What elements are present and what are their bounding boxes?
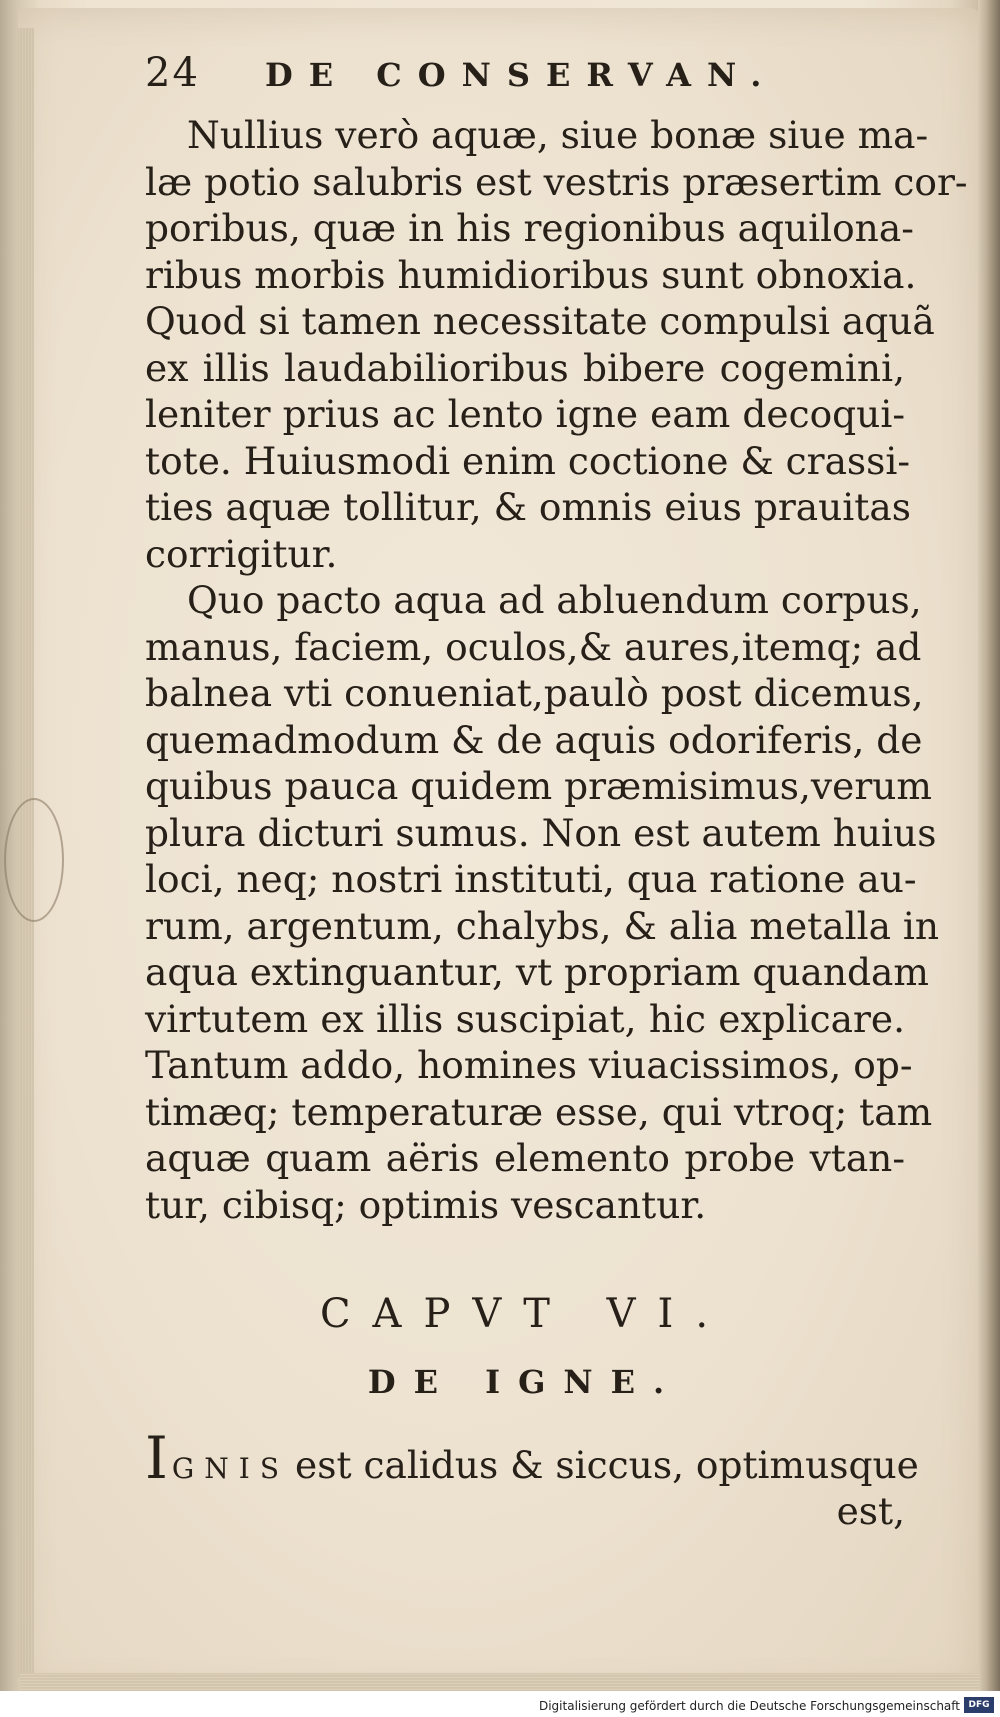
text-line: quemadmodum & de aquis odoriferis, de (145, 717, 923, 762)
text-line: rum, argentum, chalybs, & alia metalla in (145, 903, 940, 948)
text-line: ties aquæ tollitur, & omnis eius prauitas (145, 485, 911, 529)
text-line: corrigitur. (145, 531, 338, 576)
text-line: tote. Huiusmodi enim coctione & crassi- (145, 438, 911, 483)
text-line: aquæ quam aëris elemento probe vtan- (145, 1136, 905, 1180)
chapter-subheading: DE IGNE. (367, 1363, 683, 1401)
dfg-logo: DFG (964, 1697, 994, 1713)
text-line: est calidus & siccus, optimusque (295, 1443, 919, 1487)
chapter-heading: CAPVT VI. (319, 1291, 731, 1337)
text-line: ex illis laudabilioribus bibere cogemini, (145, 345, 905, 390)
clasp-shadow (4, 798, 64, 922)
text-line: Quod si tamen necessitate compulsi aquã (145, 299, 935, 343)
text-line: aqua extinguantur, vt propriam quandam (145, 950, 929, 994)
text-line: tur, cibisq; optimis vescantur. (145, 1182, 707, 1227)
text-line: plura dicturi sumus. Non est autem huius (145, 810, 937, 855)
running-title: DE CONSERVAN. (265, 56, 778, 94)
text-line: quibus pauca quidem præmisimus,verum (145, 764, 932, 808)
text-line: Tantum addo, homines viuacissimos, op- (145, 1043, 913, 1087)
text-line: Quo pacto aqua ad abluendum corpus, (187, 578, 922, 622)
text-line: ribus morbis humidioribus sunt obnoxia. (145, 252, 917, 297)
page-edge-bottom (20, 1673, 980, 1691)
text-block (145, 50, 968, 1534)
catchword: est, (836, 1489, 905, 1533)
text-line: poribus, quæ in his regionibus aquilona- (145, 206, 914, 250)
paragraph-3-first-line (145, 1424, 919, 1492)
footer-strip (0, 1691, 1000, 1717)
small-caps-word: GNIS (171, 1452, 290, 1485)
text-line: manus, faciem, oculos,& aures,itemq; ad (145, 624, 922, 669)
paragraph-1 (145, 112, 968, 577)
text-line: læ potio salubris est vestris præsertim cor- (145, 159, 968, 204)
text-line: timæq; temperaturæ esse, qui vtroq; tam (145, 1089, 933, 1134)
page-number: 24 (145, 50, 200, 96)
footer-credit: Digitalisierung gefördert durch die Deutsche Forschungsgemeinschaft (538, 1699, 960, 1713)
paragraph-2 (145, 577, 940, 1228)
drop-capital: I (145, 1424, 168, 1492)
text-line: loci, neq; nostri instituti, qua ratione au- (145, 857, 917, 901)
running-head (145, 50, 905, 110)
text-line: balnea vti conueniat,paulò post dicemus, (145, 671, 924, 715)
text-line: leniter prius ac lento igne eam decoqui- (145, 392, 905, 436)
text-line: Nullius verò aquæ, siue bonæ siue ma- (187, 113, 929, 157)
text-line: virtutem ex illis suscipiat, hic explicare. (145, 996, 905, 1041)
page-edge-right (978, 0, 1000, 1717)
